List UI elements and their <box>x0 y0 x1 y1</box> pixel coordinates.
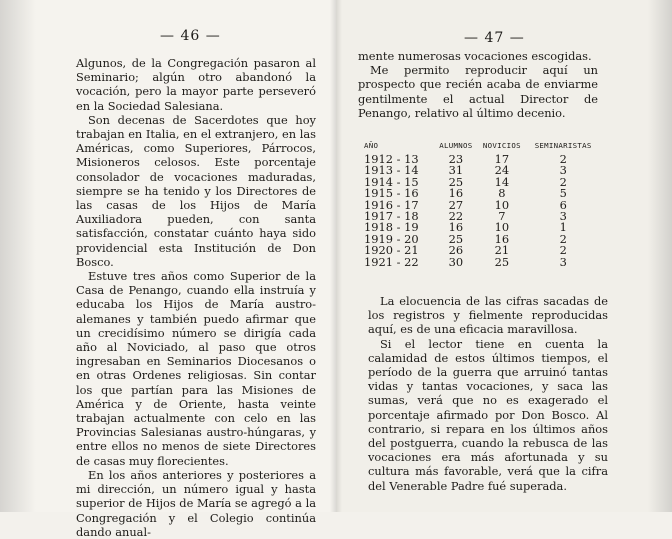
year-cell: 1918 - 19 <box>364 220 419 235</box>
left-page-text <box>76 56 316 539</box>
paragraph: La elocuencia de las cifras sacadas de los registros y fielmente reproducidas aquí, es de una eficacia maravillosa. <box>368 294 608 337</box>
paragraph: Son decenas de Sacerdotes que hoy trabajan en Italia, en el extranjero, en las Américas, como Superiores, Párrocos, Misioneros celosos. Este porcentaje consolador de vocaciones maduradas, siempre se ha tenido y los Directores de las casas de los Hijos de María Auxiliadora pueden, con santa satisfacción, constatar cuánto haya sido providencial esta Institución de Don Bosco. <box>76 112 316 269</box>
novices-cell: 21 <box>494 243 510 258</box>
year-cell: 1915 - 16 <box>364 186 419 201</box>
seminarians-cell: 1 <box>559 220 567 235</box>
page-edge-shadow <box>0 0 36 512</box>
paragraph: Si el lector tiene en cuenta la calamidad de estos últimos tiempos, el período de la guerra que arruinó tantas vidas y tantas vocaciones, y saca las sumas, verá que no es exagerado el porcentaje afirmado por Don Bosco. Al contrario, si repara en los últimos años del postguerra, cuando la rebusca de las vocaciones era más afortunada y su cultura más favorable, verá que la cifra del Venerable Padre fué superada. <box>368 336 608 493</box>
year-cell: 1920 - 21 <box>364 243 419 258</box>
year-cell: 1914 - 15 <box>364 174 419 189</box>
seminarians-cell: 2 <box>559 174 567 189</box>
students-cell: 16 <box>448 220 464 235</box>
seminarians-cell: 3 <box>559 209 567 224</box>
year-cell: 1912 - 13 <box>364 152 419 166</box>
seminarians-cell: 3 <box>559 254 567 269</box>
seminarians-cell: 2 <box>559 152 567 166</box>
novices-cell: 25 <box>494 254 510 269</box>
paragraph: mente numerosas vocaciones escogidas. <box>358 49 592 63</box>
novices-cell: 24 <box>494 163 510 178</box>
students-cell: 23 <box>448 152 464 166</box>
students-cell: 27 <box>448 197 464 212</box>
students-cell: 16 <box>448 186 464 201</box>
page-number: — 46 — <box>160 28 221 44</box>
seminarians-cell: 3 <box>559 163 567 178</box>
students-cell: 26 <box>448 243 464 258</box>
seminarians-cell: 6 <box>559 197 567 212</box>
novices-cell: 7 <box>498 209 506 224</box>
students-cell: 22 <box>448 209 464 224</box>
right-page-text-top <box>358 49 598 120</box>
paragraph: Estuve tres años como Superior de la Casa de Penango, cuando ella instruía y educaba los Hijos de María austro-alemanes y también puedo afirmar que un crecidísimo número se dirigía cada año al Noviciado, al paso que otros ingresaban en Seminarios Diocesanos o en otras Ordenes religiosas. Sin contar los que partían para las Misiones de América y de Oriente, hasta veinte trabajan actualmente con celo en las Provincias Salesianas austro-húngaras, y entre ellos no menos de siete Directores de casas muy florecientes. <box>76 269 316 468</box>
seminarians-cell: 2 <box>559 231 567 246</box>
column-header-novices: NOVICIOS <box>482 141 521 150</box>
page-number: — 47 — <box>464 30 525 46</box>
seminarians-cell: 2 <box>559 243 567 258</box>
column-header-students: ALUMNOS <box>439 141 473 150</box>
year-cell: 1919 - 20 <box>364 231 419 246</box>
column-header-seminarians: SEMINARISTAS <box>534 141 592 150</box>
students-cell: 31 <box>448 163 464 178</box>
paragraph: En los años anteriores y posteriores a mi dirección, un número igual y hasta superior de Hijos de María se agregó a la Congregación y el Colegio continúa dando anual- <box>76 467 317 539</box>
book-gutter <box>330 0 342 512</box>
novices-cell: 17 <box>494 152 510 166</box>
paragraph: Algunos, de la Congregación pasaron al Seminario; algún otro abandonó la vocación, pero la mayor parte perseveró en la Sociedad Salesiana. <box>76 56 316 113</box>
seminarians-cell: 5 <box>559 186 567 201</box>
column-header-year: AÑO <box>364 141 379 150</box>
year-cell: 1921 - 22 <box>364 254 419 269</box>
right-page-text-bottom <box>368 294 608 493</box>
novices-cell: 10 <box>494 197 510 212</box>
year-cell: 1913 - 14 <box>364 163 419 178</box>
novices-cell: 8 <box>498 186 506 201</box>
students-cell: 30 <box>448 254 464 269</box>
table-row <box>364 257 600 268</box>
novices-cell: 10 <box>494 220 510 235</box>
paragraph: Me permito reproducir aquí un prospecto que recién acaba de enviarme gentilmente el actual Director de Penango, relativo al último decenio. <box>358 63 598 120</box>
vocations-table <box>364 141 600 268</box>
year-cell: 1916 - 17 <box>364 197 419 212</box>
year-cell: 1917 - 18 <box>364 209 419 224</box>
right-page <box>336 0 672 512</box>
students-cell: 25 <box>448 174 464 189</box>
novices-cell: 14 <box>494 174 510 189</box>
students-cell: 25 <box>448 231 464 246</box>
novices-cell: 16 <box>494 231 510 246</box>
page-edge-shadow <box>648 0 672 512</box>
